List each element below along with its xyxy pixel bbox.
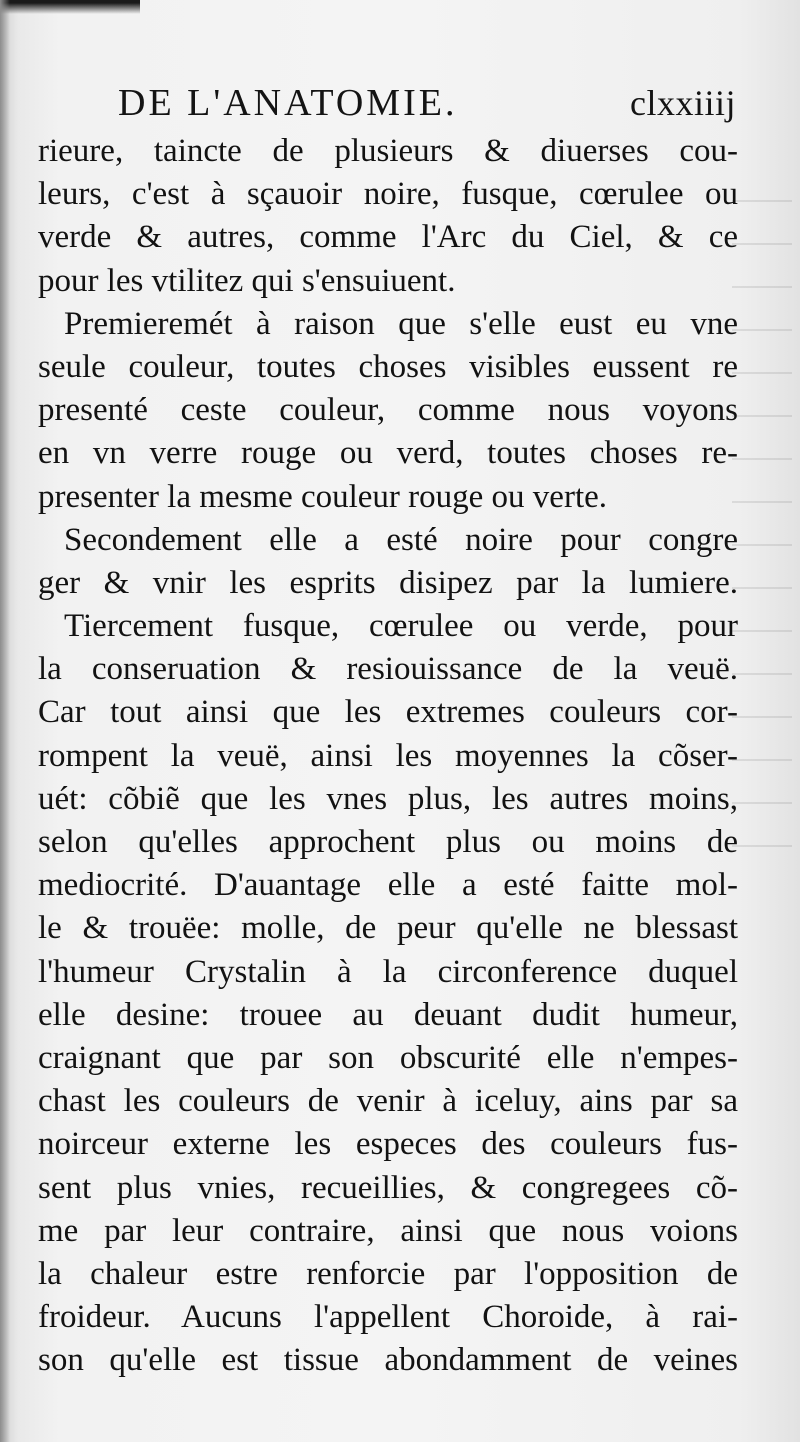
text-line: seule couleur, toutes choses visibles eussent re [38, 348, 738, 385]
body-text [38, 130, 738, 1382]
text-line: verde & autres, comme l'Arc du Ciel, & ce [38, 219, 738, 256]
text-line: me par leur contraire, ainsi que nous voions [38, 1212, 738, 1249]
text-line: pour les vtilitez qui s'ensuiuent. [38, 262, 456, 299]
text-line: la conseruation & resiouissance de la veuë. [38, 651, 738, 688]
text-line: le & trouëe: molle, de peur qu'elle ne blessast [38, 910, 738, 947]
text-line: noirceur externe les especes des couleurs fus- [38, 1126, 738, 1163]
text-line: elle desine: trouee au deuant dudit humeur, [38, 996, 738, 1033]
text-line: ger & vnir les esprits disipez par la lumiere. [38, 564, 738, 601]
scan-shadow [0, 0, 140, 14]
text-line: presenter la mesme couleur rouge ou verte. [38, 478, 608, 515]
text-line: uét: cõbiẽ que les vnes plus, les autres moins, [38, 780, 738, 817]
text-line: Car tout ainsi que les extremes couleurs cor- [38, 694, 738, 731]
text-line: presenté ceste couleur, comme nous voyons [38, 392, 738, 429]
text-line: Secondement elle a esté noire pour congre [64, 521, 738, 558]
text-line: selon qu'elles approchent plus ou moins de [38, 824, 738, 860]
text-line: Tiercement fusque, cœrulee ou verde, pour [64, 608, 738, 645]
text-line: rieure, taincte de plusieurs & diuerses cou- [38, 133, 738, 169]
text-line: froideur. Aucuns l'appellent Choroide, à rai- [38, 1299, 738, 1336]
text-line: leurs, c'est à sçauoir noire, fusque, cœrulee ou [38, 176, 738, 213]
text-line: en vn verre rouge ou verd, toutes choses re- [38, 435, 738, 472]
text-line: rompent la veuë, ainsi les moyennes la cõser- [38, 737, 738, 774]
text-line: son qu'elle est tissue abondamment de veines [38, 1342, 738, 1379]
text-line: chast les couleurs de venir à iceluy, ains par sa [38, 1083, 738, 1120]
folio-number: clxxiiij [630, 83, 736, 123]
page-gutter-shadow [0, 0, 10, 1442]
text-line: craignant que par son obscurité elle n'empes- [38, 1039, 738, 1076]
text-line: la chaleur estre renforcie par l'opposition de [38, 1255, 738, 1292]
text-line: sent plus vnies, recueillies, & congregees cõ- [38, 1169, 738, 1206]
text-line: l'humeur Crystalin à la circonference duquel [38, 953, 738, 990]
page-header [118, 76, 736, 130]
text-line: Premieremét à raison que s'elle eust eu vne [64, 305, 738, 342]
text-line: mediocrité. D'auantage elle a esté faitte mol- [38, 867, 738, 904]
bleed-through-text [732, 170, 792, 870]
running-head: DE L'ANATOMIE. [118, 82, 458, 124]
